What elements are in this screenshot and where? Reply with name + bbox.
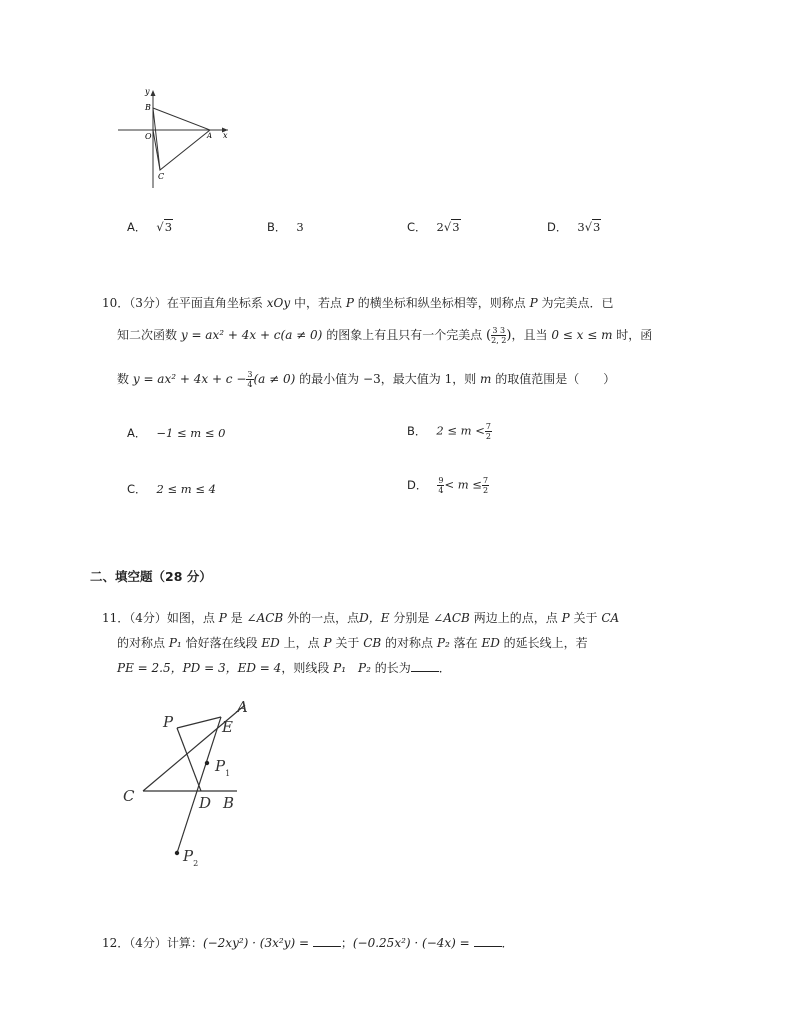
- q11-line2: 的对称点 P₁ 恰好落在线段 ED 上，点 P 关于 CB 的对称点 P₂ 落在 ED 的延长线上，若: [117, 636, 588, 650]
- q9-option-c[interactable]: [407, 219, 461, 235]
- q10-option-a[interactable]: A． −1 ≤ m ≤ 0: [127, 426, 226, 440]
- three-quarters-fraction: $\frac{3}{4}$: [247, 370, 253, 389]
- radical: √3: [584, 220, 601, 234]
- fig-label-c: C: [158, 172, 165, 181]
- perfect-point-fraction: $\frac{3 3}{2, 2}$: [491, 326, 507, 345]
- fig-label-p: P: [163, 713, 174, 731]
- y-axis-arrow-icon: [151, 90, 156, 96]
- option-label: C．: [407, 220, 427, 234]
- q11-figure: [115, 695, 265, 875]
- option-value: 3: [296, 220, 304, 234]
- fig-label-b: B: [223, 794, 235, 812]
- q9-figure: [110, 80, 240, 195]
- fig-label-x: x: [223, 131, 228, 140]
- fig-label-a: A: [207, 132, 213, 140]
- q12-line: 12．（4分）计算：(−2xy²) · (3x²y) = ；(−0.25x²) · (−4x) = ．: [102, 936, 514, 950]
- q9-option-d[interactable]: [547, 219, 601, 235]
- fig-label-e: E: [222, 718, 233, 736]
- q11-line1: 11．（4分）如图，点 P 是 ∠ACB 外的一点，点D，E 分别是 ∠ACB 两边上的点，点 P 关于 CA: [102, 611, 620, 625]
- option-label: A．: [127, 220, 147, 234]
- fig-label-a: A: [237, 698, 248, 716]
- triangle-abc: [153, 108, 213, 170]
- q10-line2: 知二次函数 y = ax² + 4x + c(a ≠ 0) 的图象上有且只有一个完美点 ( $\frac{3 3}{2, 2}$ )，且当 0 ≤ x ≤ m 时，函: [117, 326, 653, 345]
- answer-blank-1[interactable]: [313, 934, 341, 947]
- q10-option-c[interactable]: C． 2 ≤ m ≤ 4: [127, 482, 216, 496]
- radical: √3: [443, 220, 460, 234]
- answer-blank[interactable]: [411, 659, 439, 672]
- fig-label-d: D: [199, 794, 212, 812]
- point-p1: [205, 761, 209, 765]
- answer-blank-2[interactable]: [474, 934, 502, 947]
- q9-option-a[interactable]: [127, 219, 173, 235]
- segment-pe: [177, 717, 221, 728]
- fig-label-c: C: [123, 787, 135, 805]
- fig-label-p1: $P_1$: [215, 757, 231, 778]
- radical: √3: [156, 220, 173, 234]
- fig-label-b: B: [145, 103, 151, 112]
- point-p2: [175, 851, 179, 855]
- option-label: B．: [267, 220, 287, 234]
- q11-line3: PE = 2.5，PD = 3，ED = 4，则线段 P₁ P₂ 的长为 ．: [117, 661, 451, 675]
- section-title: 二、填空题（28 分）: [90, 569, 212, 584]
- option-label: D．: [547, 220, 568, 234]
- option-coef: 3: [577, 220, 585, 234]
- fig-label-o: O: [145, 132, 152, 141]
- fig-label-y: y: [145, 87, 150, 96]
- option-coef: 2: [436, 220, 444, 234]
- q10-option-d[interactable]: D． $\frac{9}{4}$ < m ≤ $\frac{7}{2}$: [407, 476, 489, 495]
- q10-option-b[interactable]: B． 2 ≤ m < $\frac{7}{2}$: [407, 422, 491, 441]
- q10-line1: 10．（3分）在平面直角坐标系 xOy 中，若点 P 的横坐标和纵坐标相等，则称点 P 为完美点．已: [102, 296, 614, 310]
- q9-option-b[interactable]: [267, 219, 304, 235]
- line-ed-extended: [177, 717, 221, 853]
- fig-label-p2: $P_2$: [183, 847, 199, 868]
- q10-line3: 数 y = ax² + 4x + c − $\frac{3}{4}$ (a ≠ 0) 的最小值为 −3，最大值为 1，则 m 的取值范围是（ ）: [117, 370, 616, 389]
